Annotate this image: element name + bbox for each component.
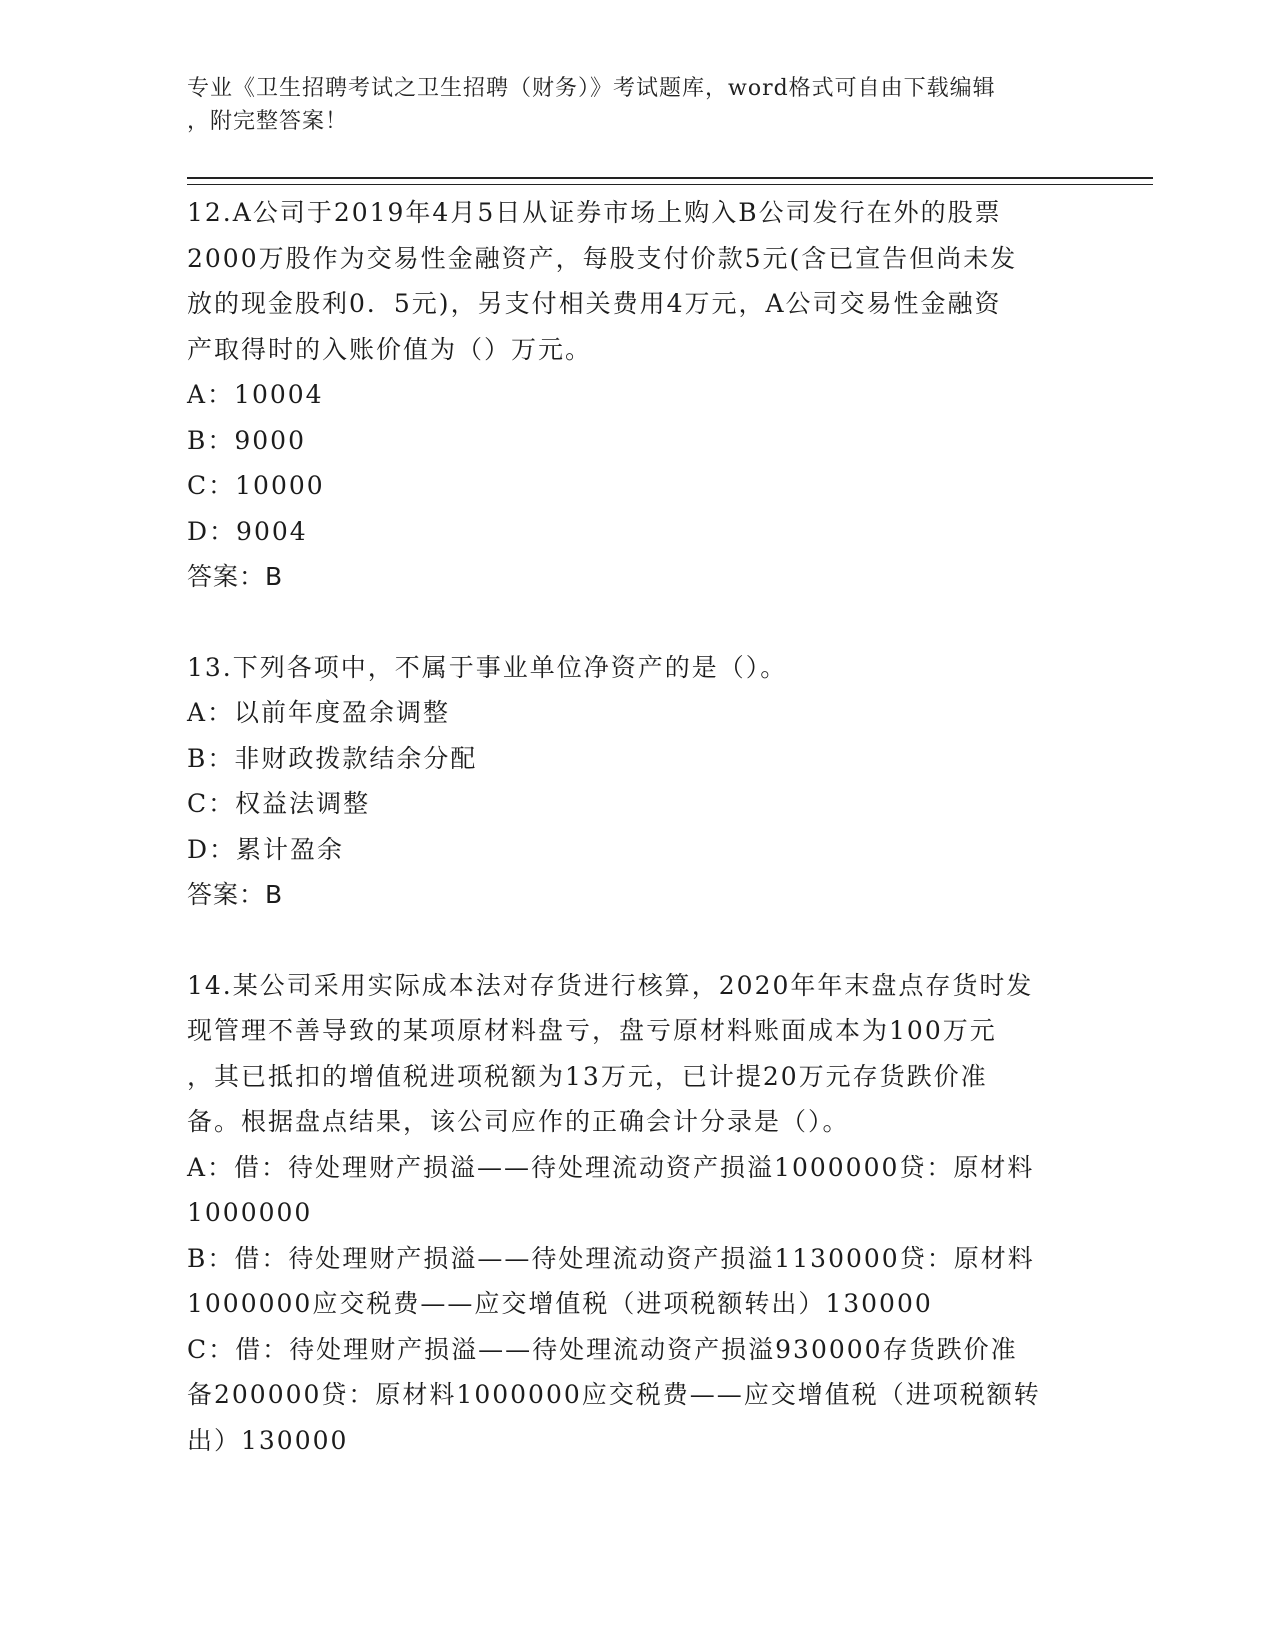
stem-line: ，其已抵扣的增值税进项税额为13万元，已计提20万元存货跌价准 [187,1061,988,1091]
stem-line: 13.下列各项中，不属于事业单位净资产的是（）。 [187,652,788,682]
answer-line: 答案：B [187,880,284,909]
stem-line: 12.A公司于2019年4月5日从证券市场上购入B公司发行在外的股票 [187,198,1002,227]
option-b: B：借：待处理财产损溢——待处理流动资产损溢1130000贷：原材料 [187,1243,1035,1273]
stem-line: 放的现金股利0．5元)，另支付相关费用4万元，A公司交易性金融资 [187,289,1002,318]
option-a: A：10004 [187,380,324,409]
option-c: C：10000 [187,471,325,500]
option-c-continued: 出）130000 [187,1425,349,1455]
option-d: D：9004 [187,516,308,546]
header-divider [187,177,1153,185]
page-header [187,72,1087,138]
answer-line: 答案：B [187,562,284,591]
question-list [187,190,1087,1463]
option-b-continued: 1000000应交税费——应交增值税（进项税额转出）130000 [187,1289,933,1318]
question-12 [187,190,1087,600]
option-a-continued: 1000000 [187,1198,313,1227]
stem-line: 14.某公司采用实际成本法对存货进行核算，2020年年末盘点存货时发 [187,970,1034,1000]
stem-line: 产取得时的入账价值为（）万元。 [187,334,593,364]
question-13 [187,645,1087,918]
question-spacer [187,600,1087,645]
question-stem [187,963,1087,1145]
question-spacer [187,918,1087,963]
option-a: A：借：待处理财产损溢——待处理流动资产损溢1000000贷：原材料 [187,1152,1035,1182]
option-d: D：累计盈余 [187,834,345,864]
option-c: C：借：待处理财产损溢——待处理流动资产损溢930000存货跌价准 [187,1334,1018,1364]
question-stem [187,190,1087,372]
header-line-1: 专业《卫生招聘考试之卫生招聘（财务）》考试题库，word格式可自由下载编辑 [187,76,996,101]
option-a: A：以前年度盈余调整 [187,698,451,727]
question-14 [187,963,1087,1464]
option-b: B：9000 [187,425,306,455]
stem-line: 2000万股作为交易性金融资产，每股支付价款5元(含已宣告但尚未发 [187,243,1018,273]
option-c-continued: 备200000贷：原材料1000000应交税费——应交增值税（进项税额转 [187,1380,1041,1409]
header-line-2: ，附完整答案！ [187,109,349,134]
option-b: B：非财政拨款结余分配 [187,743,478,773]
option-c: C：权益法调整 [187,789,371,818]
stem-line: 备。根据盘点结果，该公司应作的正确会计分录是（）。 [187,1107,850,1136]
stem-line: 现管理不善导致的某项原材料盘亏，盘亏原材料账面成本为100万元 [187,1016,997,1045]
question-stem [187,645,1087,691]
